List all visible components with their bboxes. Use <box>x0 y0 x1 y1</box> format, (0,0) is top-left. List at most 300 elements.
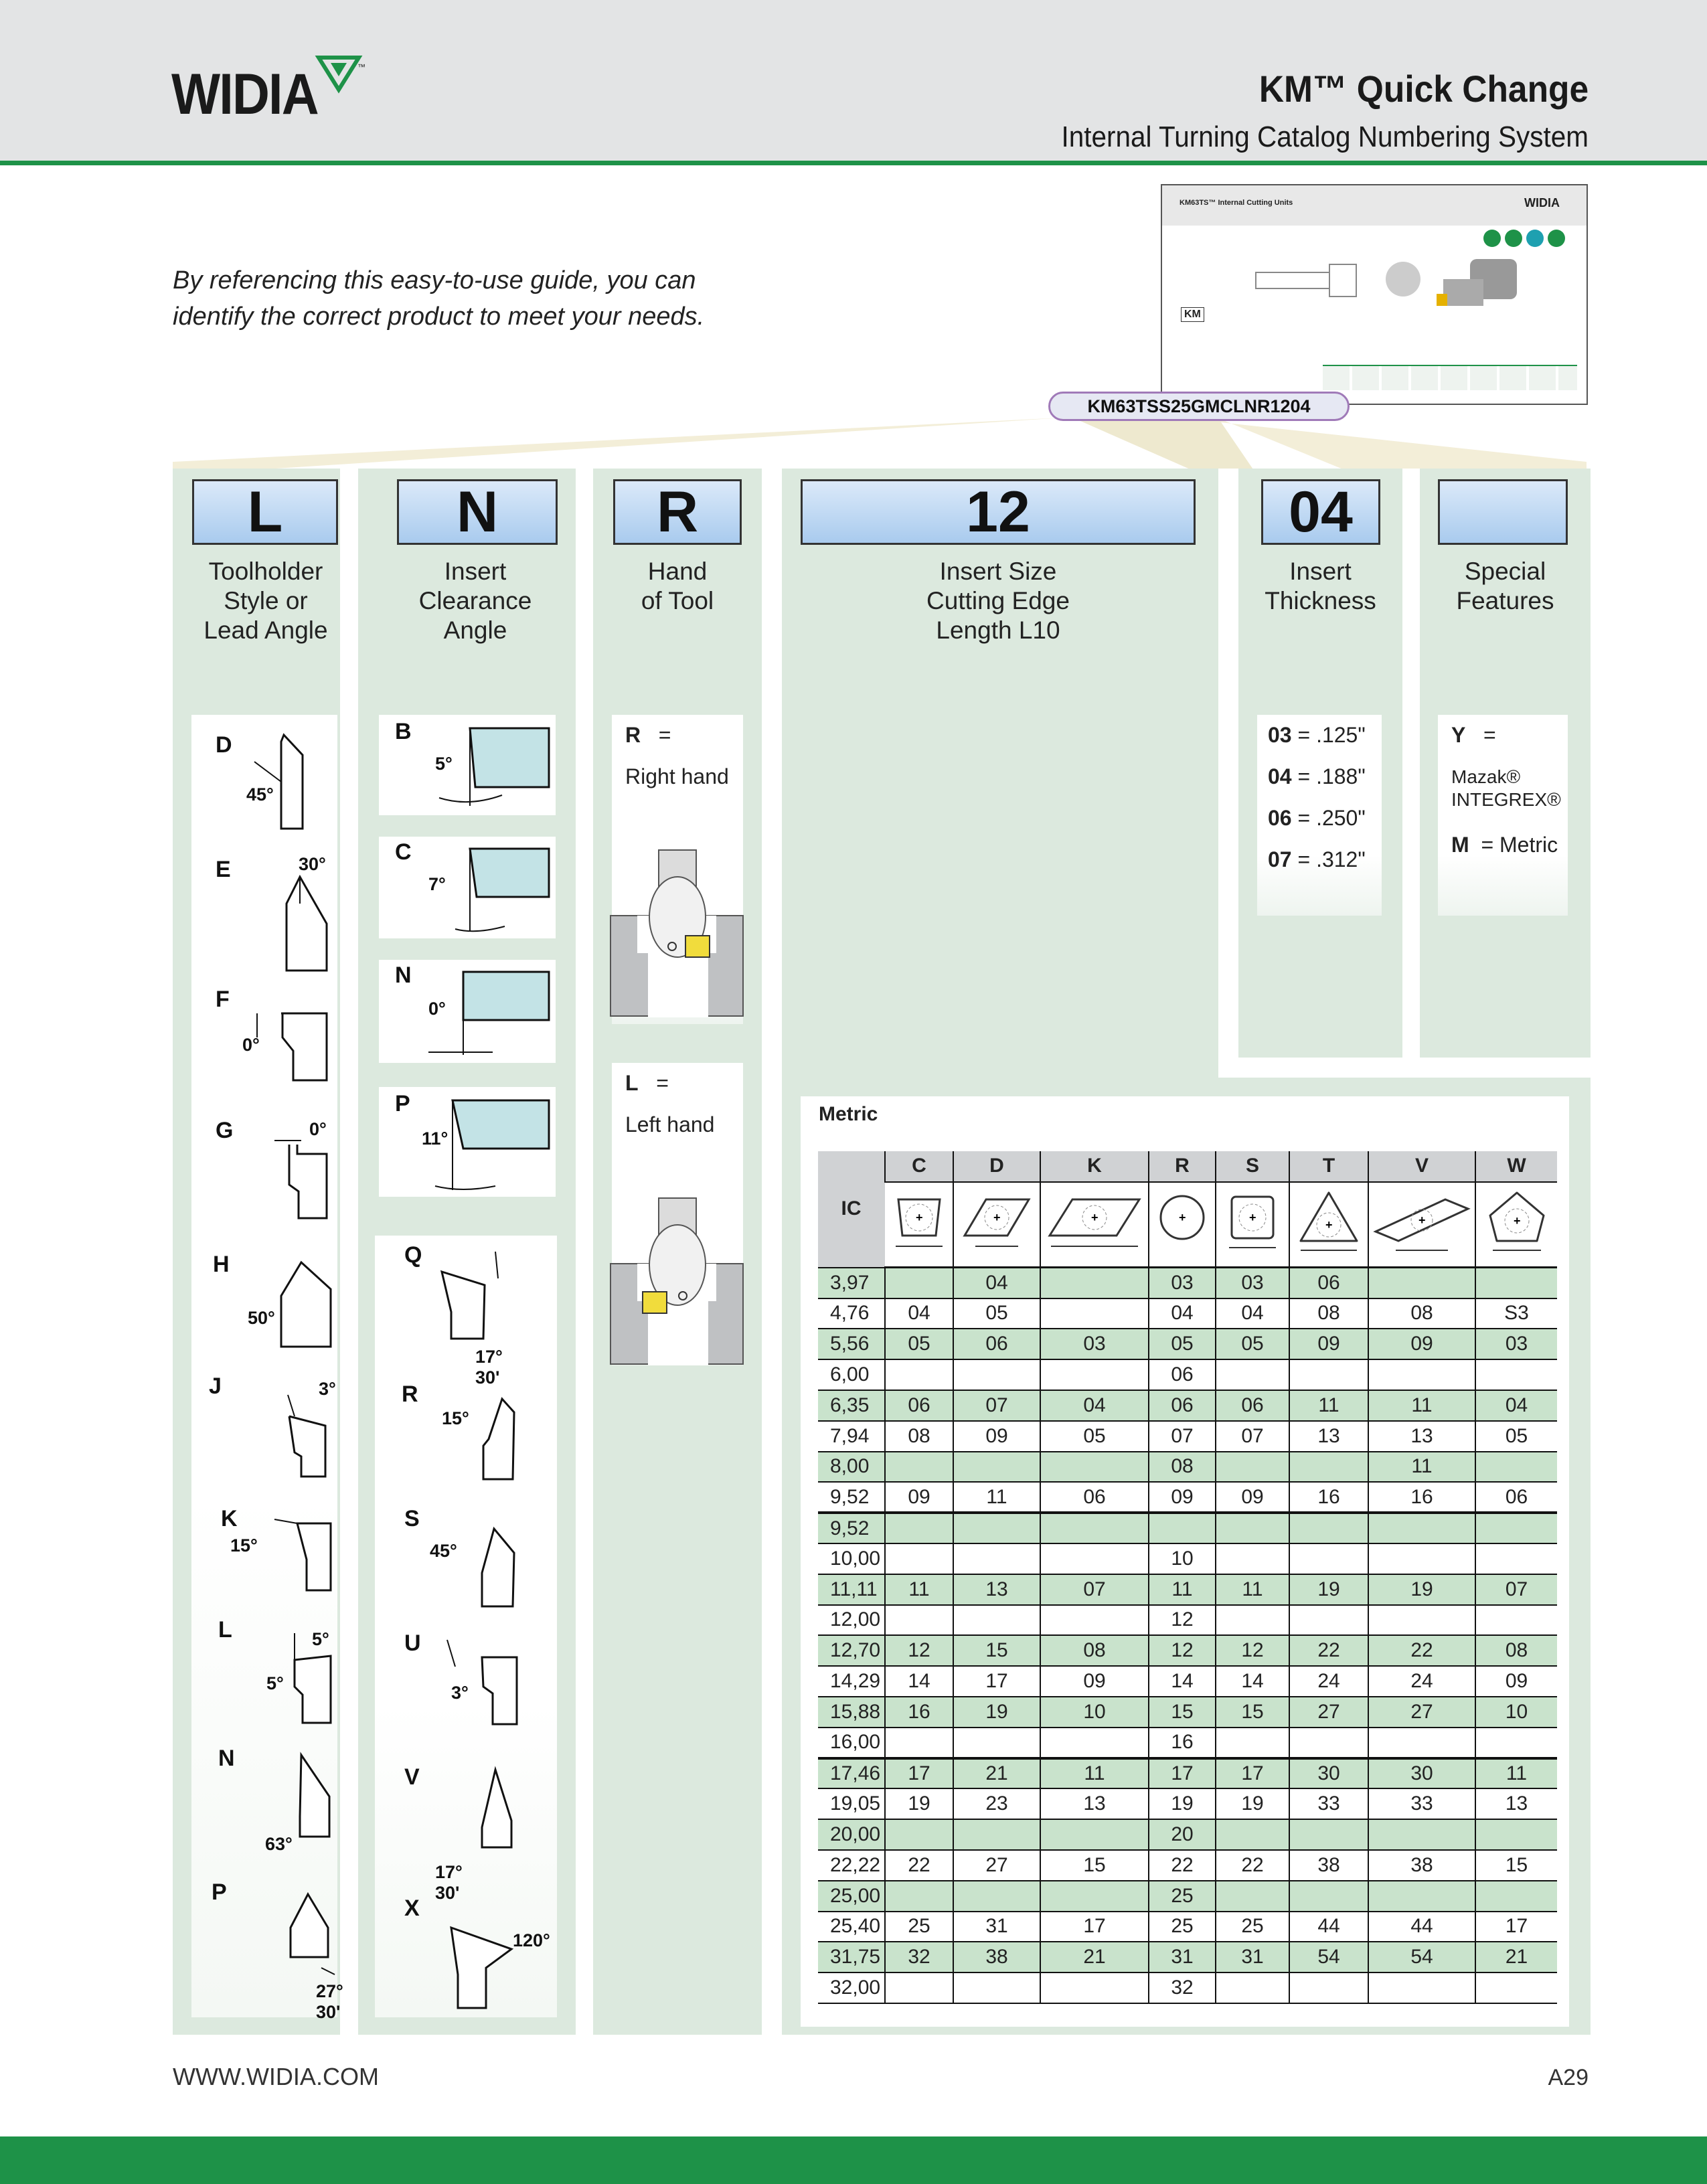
code-box-special <box>1438 479 1568 545</box>
insert-size-code: 54 <box>1368 1942 1475 1972</box>
page-number: A29 <box>1548 2065 1589 2090</box>
insert-size-code: 14 <box>1149 1666 1216 1697</box>
insert-size-code: 44 <box>1368 1912 1475 1942</box>
metric-table-row <box>818 1421 1557 1452</box>
thumb-badge-icon <box>1548 230 1565 247</box>
shape-header-s: S <box>1216 1151 1289 1182</box>
shape-header-d: D <box>953 1151 1040 1182</box>
thumb-km-badge: KM <box>1181 307 1204 322</box>
insert-size-code <box>1475 1513 1557 1543</box>
insert-size-code: 22 <box>1289 1635 1368 1666</box>
ic-value: 22,22 <box>818 1850 885 1881</box>
footer-url[interactable]: WWW.WIDIA.COM <box>173 2063 379 2090</box>
insert-size-code <box>1040 1268 1149 1298</box>
metric-table-row <box>818 1513 1557 1543</box>
insert-size-code <box>1368 1543 1475 1574</box>
clearance-c-icon <box>428 841 556 938</box>
insert-size-code <box>1040 1298 1149 1329</box>
insert-size-code: 15 <box>1216 1697 1289 1728</box>
insert-size-code: 27 <box>1368 1697 1475 1728</box>
metric-insert-size-table <box>818 1151 1557 2004</box>
insert-shape-r-icon <box>1152 1189 1212 1256</box>
style-letter-x: X <box>404 1896 420 1921</box>
insert-size-code: 16 <box>885 1697 953 1728</box>
insert-size-code <box>885 1881 953 1912</box>
svg-text:™: ™ <box>357 62 365 72</box>
style-letter-p: P <box>212 1879 227 1905</box>
style-letter-n: N <box>218 1746 235 1771</box>
insert-size-code: 13 <box>1475 1788 1557 1819</box>
metric-table-row <box>818 1912 1557 1942</box>
insert-size-code: 14 <box>1216 1666 1289 1697</box>
insert-size-code <box>885 1513 953 1543</box>
header-rule <box>0 161 1707 165</box>
insert-size-code: 08 <box>1149 1452 1216 1483</box>
style-angle-j: 3° <box>319 1379 336 1399</box>
clearance-letter-p: P <box>395 1091 410 1116</box>
insert-size-code: 09 <box>1368 1329 1475 1359</box>
ic-value: 3,97 <box>818 1268 885 1298</box>
style-letter-f: F <box>216 987 230 1012</box>
shape-header-v: V <box>1368 1151 1475 1182</box>
style-r-icon <box>462 1379 522 1486</box>
insert-size-code: 11 <box>1040 1758 1149 1789</box>
insert-size-code: 19 <box>1149 1788 1216 1819</box>
insert-size-code: 22 <box>885 1850 953 1881</box>
insert-size-code: 16 <box>1149 1728 1216 1758</box>
insert-size-code <box>1216 1819 1289 1850</box>
hand-left-label: Left hand <box>625 1112 715 1137</box>
style-angle-x: 120° <box>513 1930 550 1950</box>
ic-value: 20,00 <box>818 1819 885 1850</box>
ic-value: 31,75 <box>818 1942 885 1972</box>
ic-value: 8,00 <box>818 1452 885 1483</box>
insert-size-code <box>885 1359 953 1390</box>
metric-table-row <box>818 1666 1557 1697</box>
insert-size-code <box>953 1513 1040 1543</box>
style-angle-e: 30° <box>299 854 326 874</box>
widia-logo-mark-icon <box>317 55 364 95</box>
metric-table-row <box>818 1850 1557 1881</box>
style-f-icon <box>248 997 335 1091</box>
svg-text:+: + <box>1179 1210 1186 1224</box>
insert-size-code <box>1475 1881 1557 1912</box>
svg-text:+: + <box>993 1210 1001 1224</box>
insert-size-code: 25 <box>1149 1881 1216 1912</box>
insert-size-code <box>1368 1513 1475 1543</box>
thickness-item: 03 = .125" <box>1268 723 1366 747</box>
insert-size-code <box>1368 1819 1475 1850</box>
ic-value: 32,00 <box>818 1972 885 2003</box>
thumb-logo: WIDIA <box>1524 196 1560 209</box>
column-title-n: Insert Clearance Angle <box>418 558 532 644</box>
insert-size-code <box>1216 1972 1289 2003</box>
insert-size-code: 21 <box>1040 1942 1149 1972</box>
insert-size-code <box>1216 1513 1289 1543</box>
insert-size-code <box>1040 1605 1149 1636</box>
thumb-title: KM63TS™ Internal Cutting Units <box>1180 199 1293 207</box>
right-hand-tool-icon <box>611 850 744 1017</box>
style-g-icon <box>268 1124 335 1232</box>
style-letter-s: S <box>404 1506 420 1531</box>
insert-size-code <box>1368 1728 1475 1758</box>
insert-size-code: 15 <box>953 1635 1040 1666</box>
insert-size-code <box>885 1819 953 1850</box>
column-title-12: Insert Size Cutting Edge Length L10 <box>926 558 1070 644</box>
insert-size-code: 17 <box>1040 1912 1149 1942</box>
insert-size-code: 14 <box>885 1666 953 1697</box>
insert-shape-k-icon <box>1044 1189 1145 1256</box>
insert-size-code <box>953 1881 1040 1912</box>
insert-size-code <box>1475 1819 1557 1850</box>
style-v-icon <box>469 1767 522 1867</box>
ic-value: 6,00 <box>818 1359 885 1390</box>
insert-size-code: 09 <box>1149 1482 1216 1513</box>
style-letter-v: V <box>404 1764 420 1790</box>
ic-value: 15,88 <box>818 1697 885 1728</box>
insert-size-code: 15 <box>1040 1850 1149 1881</box>
insert-size-code: 05 <box>1149 1329 1216 1359</box>
insert-size-code: 17 <box>1216 1758 1289 1789</box>
metric-table-row <box>818 1635 1557 1666</box>
style-letter-d: D <box>216 732 232 758</box>
insert-size-code: 17 <box>953 1666 1040 1697</box>
insert-size-code: 06 <box>1216 1390 1289 1421</box>
insert-size-code <box>1040 1972 1149 2003</box>
ic-value: 17,46 <box>818 1758 885 1789</box>
insert-size-code: 25 <box>885 1912 953 1942</box>
insert-size-code: 25 <box>1216 1912 1289 1942</box>
insert-size-code <box>953 1972 1040 2003</box>
insert-size-code <box>885 1452 953 1483</box>
style-angle-g: 0° <box>309 1119 327 1139</box>
insert-size-code: 16 <box>1289 1482 1368 1513</box>
code-box-n: N <box>397 479 558 545</box>
code-box-12: 12 <box>801 479 1196 545</box>
metric-title: Metric <box>819 1103 878 1125</box>
insert-size-code: 38 <box>1289 1850 1368 1881</box>
column-divider <box>1218 1058 1591 1078</box>
insert-size-code <box>885 1268 953 1298</box>
metric-table-row <box>818 1942 1557 1972</box>
insert-size-code: 08 <box>1475 1635 1557 1666</box>
insert-size-code: 05 <box>1475 1421 1557 1452</box>
svg-text:+: + <box>1513 1213 1521 1228</box>
insert-size-code <box>1475 1452 1557 1483</box>
insert-size-code: 33 <box>1289 1788 1368 1819</box>
insert-size-code: 13 <box>953 1574 1040 1605</box>
insert-size-code <box>1149 1513 1216 1543</box>
insert-size-code: 19 <box>1289 1574 1368 1605</box>
shape-header-w: W <box>1475 1151 1557 1182</box>
insert-size-code <box>1289 1513 1368 1543</box>
metric-table-row <box>818 1788 1557 1819</box>
insert-size-code: 20 <box>1149 1819 1216 1850</box>
ic-value: 12,00 <box>818 1605 885 1636</box>
style-h-icon <box>274 1256 335 1349</box>
insert-size-code <box>953 1543 1040 1574</box>
metric-table-row <box>818 1482 1557 1513</box>
insert-size-code: 13 <box>1368 1421 1475 1452</box>
insert-size-code: 03 <box>1475 1329 1557 1359</box>
ic-value: 14,29 <box>818 1666 885 1697</box>
insert-size-code: 09 <box>1040 1666 1149 1697</box>
clearance-letter-n: N <box>395 962 412 988</box>
column-title-04: Insert Thickness <box>1265 558 1376 614</box>
insert-size-code: 05 <box>953 1298 1040 1329</box>
shape-header-t: T <box>1289 1151 1368 1182</box>
style-e-icon <box>281 863 335 971</box>
style-q-icon <box>435 1252 515 1359</box>
shape-header-k: K <box>1040 1151 1149 1182</box>
insert-size-code: 32 <box>1149 1972 1216 2003</box>
code-box-r: R <box>613 479 742 545</box>
insert-size-code <box>1289 1605 1368 1636</box>
ic-value: 25,40 <box>818 1912 885 1942</box>
clearance-angle-n: 0° <box>428 999 446 1019</box>
insert-shape-t-icon <box>1295 1189 1362 1256</box>
insert-shape-v-icon <box>1372 1189 1472 1256</box>
thickness-item: 06 = .250" <box>1268 806 1366 830</box>
insert-size-code <box>1040 1881 1149 1912</box>
insert-size-code: 33 <box>1368 1788 1475 1819</box>
insert-size-code <box>1216 1605 1289 1636</box>
insert-shape-w-icon <box>1483 1189 1550 1256</box>
insert-size-code <box>1040 1728 1149 1758</box>
insert-size-code: 24 <box>1368 1666 1475 1697</box>
style-letter-e: E <box>216 857 231 882</box>
page-subtitle: Internal Turning Catalog Numbering System <box>1061 120 1589 153</box>
insert-size-code: 22 <box>1216 1850 1289 1881</box>
style-angle-k: 15° <box>230 1535 258 1556</box>
metric-table-row <box>818 1543 1557 1574</box>
insert-size-code: 38 <box>953 1942 1040 1972</box>
column-title-special: Special Features <box>1456 558 1554 614</box>
insert-size-code <box>1040 1452 1149 1483</box>
insert-size-code: 10 <box>1475 1697 1557 1728</box>
column-title-l: Toolholder Style or Lead Angle <box>204 558 328 644</box>
style-k-icon <box>268 1506 335 1606</box>
insert-size-code: 31 <box>1149 1942 1216 1972</box>
insert-size-code: 04 <box>1040 1390 1149 1421</box>
thickness-item: 07 = .312" <box>1268 847 1366 871</box>
style-angle-h: 50° <box>248 1308 275 1328</box>
style-angle-f: 0° <box>242 1035 260 1055</box>
insert-size-code <box>1216 1359 1289 1390</box>
style-letter-r: R <box>402 1381 418 1407</box>
insert-size-code: 21 <box>1475 1942 1557 1972</box>
special-y-label: Mazak® INTEGREX® <box>1451 766 1561 810</box>
insert-size-code: 11 <box>1149 1574 1216 1605</box>
hand-right-label: Right hand <box>625 764 729 788</box>
ic-value: 9,52 <box>818 1482 885 1513</box>
metric-table-row <box>818 1605 1557 1636</box>
insert-size-code: 15 <box>1149 1697 1216 1728</box>
shape-header-c: C <box>885 1151 953 1182</box>
insert-size-code <box>1040 1819 1149 1850</box>
insert-size-code: 21 <box>953 1758 1040 1789</box>
hand-left-code: L = <box>625 1071 669 1095</box>
insert-size-code: 07 <box>1149 1421 1216 1452</box>
insert-size-code: 04 <box>1216 1298 1289 1329</box>
insert-size-code: 08 <box>1289 1298 1368 1329</box>
metric-table-row <box>818 1329 1557 1359</box>
insert-size-code <box>885 1605 953 1636</box>
ic-value: 16,00 <box>818 1728 885 1758</box>
part-number: KM63TSS25GMCLNR1204 <box>1087 396 1311 416</box>
insert-size-code: 06 <box>953 1329 1040 1359</box>
insert-size-code: 17 <box>885 1758 953 1789</box>
insert-size-code: 30 <box>1289 1758 1368 1789</box>
insert-size-code <box>1289 1972 1368 2003</box>
insert-size-code: 06 <box>885 1390 953 1421</box>
insert-size-code: S3 <box>1475 1298 1557 1329</box>
insert-size-code: 30 <box>1368 1758 1475 1789</box>
insert-size-code: 04 <box>885 1298 953 1329</box>
column-divider <box>1402 469 1420 1078</box>
insert-size-code: 07 <box>953 1390 1040 1421</box>
thumb-drawing-icon <box>1242 252 1537 333</box>
insert-size-code: 04 <box>1475 1390 1557 1421</box>
insert-size-code <box>1216 1452 1289 1483</box>
style-letter-h: H <box>213 1252 230 1277</box>
insert-size-code: 11 <box>1368 1390 1475 1421</box>
insert-size-code: 07 <box>1475 1574 1557 1605</box>
intro-line-2: identify the correct product to meet your needs. <box>173 303 705 331</box>
style-letter-g: G <box>216 1118 234 1143</box>
ic-value: 11,11 <box>818 1574 885 1605</box>
insert-size-code: 08 <box>1368 1298 1475 1329</box>
style-angle-d: 45° <box>246 784 274 805</box>
code-box-l: L <box>192 479 338 545</box>
style-angle-l-2: 5° <box>266 1673 284 1693</box>
metric-table-row <box>818 1697 1557 1728</box>
shape-header-r: R <box>1149 1151 1216 1182</box>
insert-size-code <box>1040 1359 1149 1390</box>
metric-table-row <box>818 1574 1557 1605</box>
part-number-pill <box>1048 392 1350 421</box>
metric-table-row <box>818 1359 1557 1390</box>
insert-size-code: 17 <box>1149 1758 1216 1789</box>
insert-shape-c-icon <box>889 1189 949 1256</box>
insert-shape-d-icon <box>958 1189 1036 1256</box>
insert-size-code <box>953 1728 1040 1758</box>
insert-size-code: 19 <box>1216 1788 1289 1819</box>
clearance-letter-b: B <box>395 719 412 744</box>
insert-size-code <box>1040 1513 1149 1543</box>
style-letter-l: L <box>218 1617 232 1643</box>
insert-size-code: 13 <box>1289 1421 1368 1452</box>
insert-size-code: 06 <box>1475 1482 1557 1513</box>
hand-right-code: R = <box>625 723 671 747</box>
ic-value: 9,52 <box>818 1513 885 1543</box>
style-angle-l: 5° <box>312 1629 329 1649</box>
ic-value: 10,00 <box>818 1543 885 1574</box>
column-divider <box>1218 469 1238 1078</box>
insert-size-code: 11 <box>1216 1574 1289 1605</box>
insert-size-code: 04 <box>1149 1298 1216 1329</box>
insert-size-code <box>1216 1728 1289 1758</box>
insert-size-code <box>1289 1819 1368 1850</box>
insert-size-code <box>1289 1543 1368 1574</box>
style-p-icon <box>281 1887 341 1988</box>
metric-table-row <box>818 1881 1557 1912</box>
insert-size-code <box>1475 1543 1557 1574</box>
style-angle-n: 63° <box>265 1834 293 1854</box>
insert-size-code <box>1368 1268 1475 1298</box>
insert-size-code: 22 <box>1368 1635 1475 1666</box>
insert-size-code <box>885 1543 953 1574</box>
column-title-r: Hand of Tool <box>641 558 714 614</box>
ic-value: 19,05 <box>818 1788 885 1819</box>
insert-size-code: 12 <box>1216 1635 1289 1666</box>
catalog-page-thumbnail <box>1161 184 1588 405</box>
insert-size-code <box>1368 1972 1475 2003</box>
insert-size-code <box>1216 1881 1289 1912</box>
style-s-icon <box>462 1526 522 1613</box>
thumb-badge-icon <box>1505 230 1522 247</box>
insert-size-code: 05 <box>1040 1421 1149 1452</box>
insert-size-code <box>1289 1452 1368 1483</box>
ic-value: 12,70 <box>818 1635 885 1666</box>
style-letter-q: Q <box>404 1242 422 1268</box>
metric-table-row <box>818 1758 1557 1789</box>
insert-size-code: 09 <box>1475 1666 1557 1697</box>
svg-text:+: + <box>1325 1217 1333 1232</box>
insert-size-code: 07 <box>1216 1421 1289 1452</box>
thickness-item: 04 = .188" <box>1268 764 1366 788</box>
ic-header: IC <box>818 1151 885 1268</box>
insert-size-code <box>1475 1728 1557 1758</box>
insert-size-code: 06 <box>1149 1390 1216 1421</box>
style-angle-p: 27° 30' <box>316 1981 343 2022</box>
intro-text <box>173 262 775 335</box>
insert-size-code: 38 <box>1368 1850 1475 1881</box>
svg-text:+: + <box>1249 1210 1256 1224</box>
insert-size-code: 11 <box>1475 1758 1557 1789</box>
thickness-list <box>1268 723 1366 889</box>
insert-size-code: 03 <box>1040 1329 1149 1359</box>
insert-size-code <box>1475 1359 1557 1390</box>
insert-size-code: 11 <box>1368 1452 1475 1483</box>
intro-line-1: By referencing this easy-to-use guide, you can <box>173 266 696 295</box>
insert-size-code <box>1216 1543 1289 1574</box>
insert-size-code: 09 <box>885 1482 953 1513</box>
insert-size-code: 03 <box>1149 1268 1216 1298</box>
insert-size-code: 12 <box>1149 1635 1216 1666</box>
metric-table-row <box>818 1728 1557 1758</box>
insert-size-code: 12 <box>1149 1605 1216 1636</box>
insert-size-code: 11 <box>1289 1390 1368 1421</box>
ic-value: 5,56 <box>818 1329 885 1359</box>
metric-shape-row <box>818 1182 1557 1268</box>
insert-size-code: 06 <box>1040 1482 1149 1513</box>
insert-size-code <box>953 1605 1040 1636</box>
insert-size-code: 25 <box>1149 1912 1216 1942</box>
style-angle-s: 45° <box>430 1541 457 1561</box>
code-box-04: 04 <box>1261 479 1380 545</box>
style-angle-u: 3° <box>451 1683 469 1703</box>
insert-size-code: 08 <box>1040 1635 1149 1666</box>
special-m: M = Metric <box>1451 833 1558 857</box>
page-title: KM™ Quick Change <box>1258 68 1589 110</box>
style-u-icon <box>435 1633 522 1740</box>
insert-size-code: 54 <box>1289 1942 1368 1972</box>
metric-header-row <box>818 1151 1557 1182</box>
style-j-icon <box>274 1385 335 1479</box>
insert-size-code: 09 <box>1289 1329 1368 1359</box>
insert-size-code: 11 <box>953 1482 1040 1513</box>
